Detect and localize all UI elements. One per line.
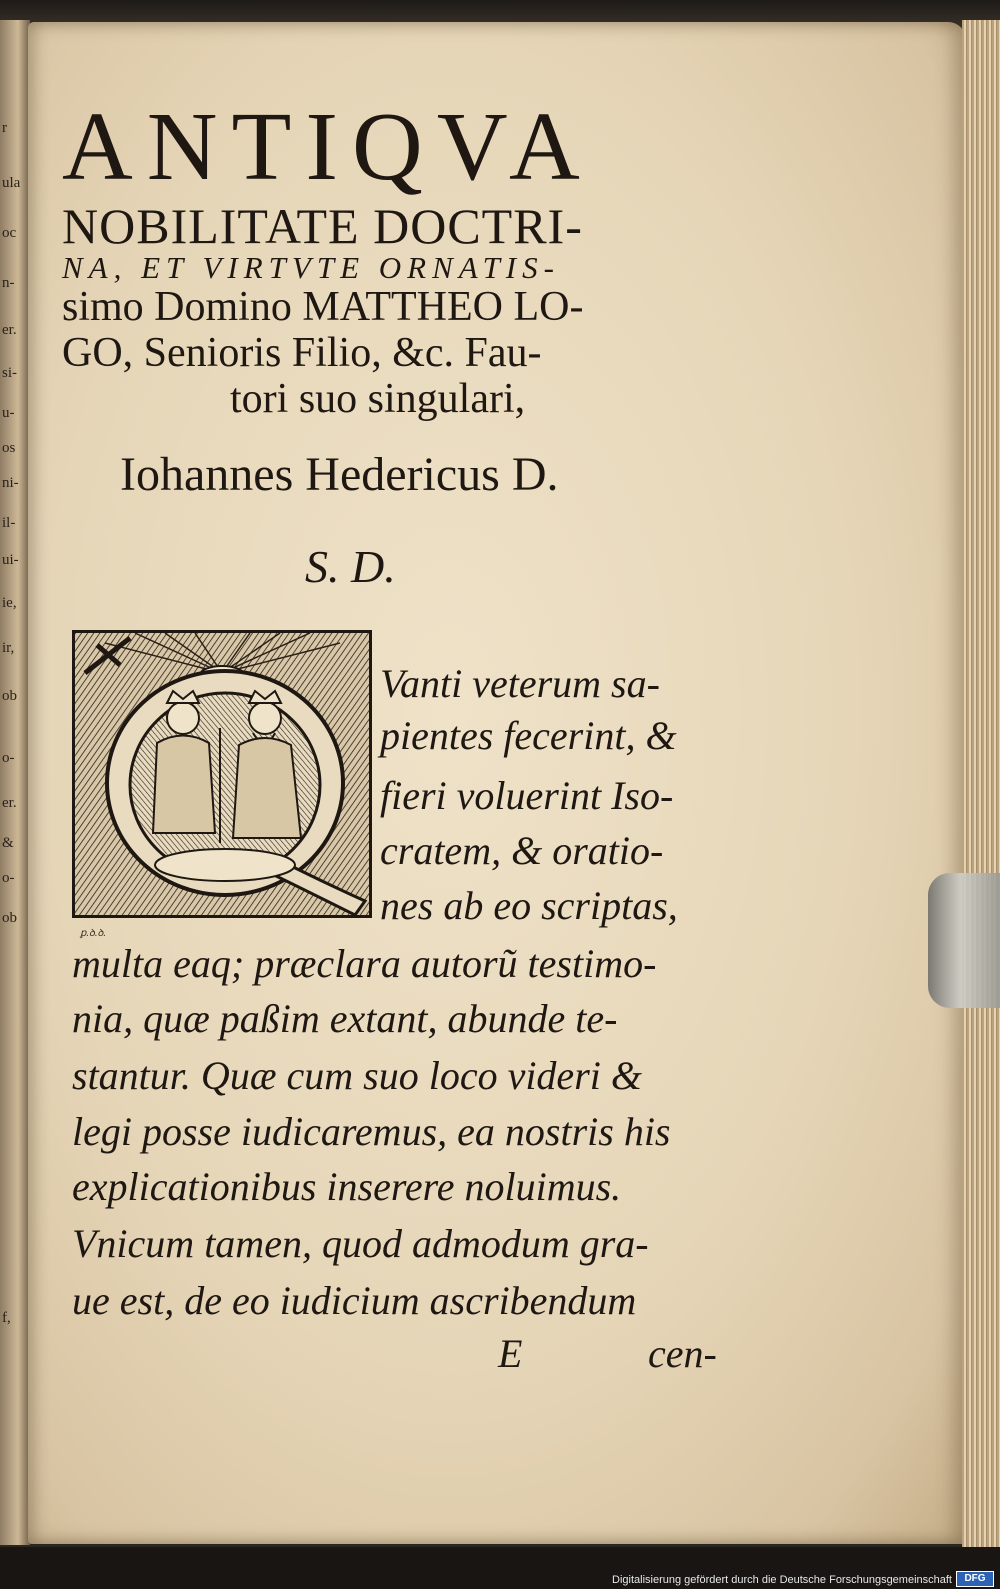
body-line: nes ab eo scriptas, [380,883,678,928]
facing-page-fragment: ir, [2,640,15,656]
body-line: legi posse iudicaremus, ea nostris his [72,1109,671,1154]
body-line: Vnicum tamen, quod admodum gra- [72,1221,649,1266]
facing-page-fragment: o- [2,750,15,766]
facing-page-fragment: ui- [2,552,19,568]
facing-page-fragment: ula [2,175,21,191]
title-line-3: NA, ET VIRTVTE ORNATIS- [62,250,560,285]
salutation: S. D. [305,541,396,592]
woodcut-illustration [75,633,369,915]
facing-page-fragment: ni- [2,475,19,491]
page-fore-edge [962,20,1000,1550]
facing-page-fragment: ob [2,910,17,926]
body-line: ue est, de eo iudicium ascribendum [72,1278,637,1323]
facing-page-fragment: r [2,120,7,136]
body-line: fieri voluerint Iso- [380,773,674,818]
author-line: Iohannes Hedericus D. [120,448,559,501]
body-line: multa eaq; præclara autorũ testimo- [72,941,657,986]
facing-page-fragment: si- [2,365,17,381]
facing-page-fragment: ie, [2,595,17,611]
facing-page-fragment: o- [2,870,15,886]
body-line: Vanti veterum sa- [380,661,660,706]
dfg-logo: DFG [956,1571,994,1587]
initial-caption: ꝑ.ꝺ.ꝺ. [80,928,106,939]
digitization-credit: Digitalisierung gefördert durch die Deutsche Forschungsgemeinschaft [612,1574,952,1586]
facing-page-fragment: il- [2,515,16,531]
title-line-2: NOBILITATE DOCTRI- [62,198,583,254]
facing-page-fragment: ob [2,688,17,704]
title-line-5: GO, Senioris Filio, &c. Fau- [62,330,542,376]
viewer-footer [0,1547,1000,1589]
catchword: cen- [648,1331,717,1376]
facing-page-fragment: n- [2,275,15,291]
facing-page-fragment: u- [2,405,15,421]
title-line-6: tori suo singulari, [230,376,526,422]
body-line: nia, quæ paßim extant, abunde te- [72,996,618,1041]
facing-page-fragment: & [2,835,14,851]
facing-page-fragment: er. [2,795,17,811]
body-line: pientes fecerint, & [380,713,677,758]
book-clamp [928,873,1000,1008]
facing-page-fragment: er. [2,322,17,338]
signature-mark: E [498,1331,523,1376]
woodcut-initial-q [72,630,372,918]
facing-page-edge [0,20,30,1545]
title-line-1: ANTIQVA [62,93,594,201]
facing-page-fragment: f, [2,1310,11,1326]
facing-page-fragment: oc [2,225,17,241]
body-line: cratem, & oratio- [380,828,664,873]
body-line: explicationibus inserere noluimus. [72,1164,622,1209]
body-line: stantur. Quæ cum suo loco videri & [72,1053,642,1098]
title-line-4: simo Domino MATTHEO LO- [62,284,584,330]
facing-page-fragment: os [2,440,16,456]
